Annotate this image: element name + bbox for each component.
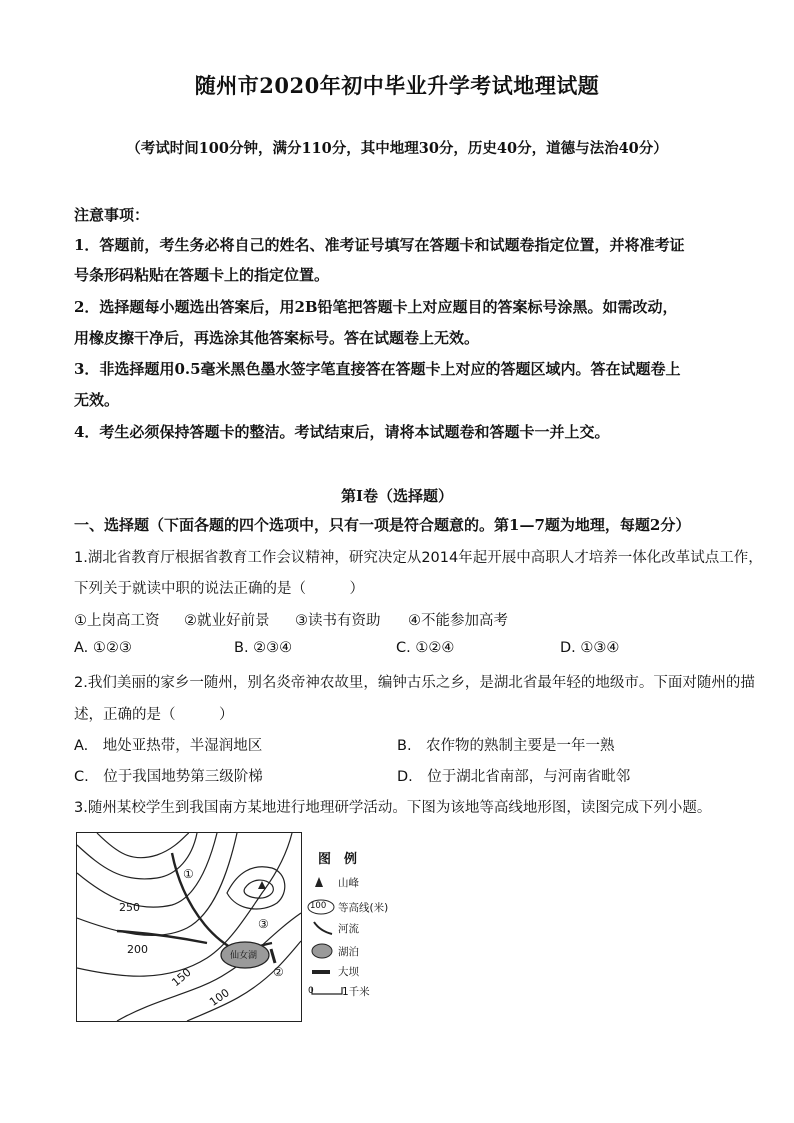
q1-statement-4: ④不能参加高考: [408, 613, 508, 629]
legend-dam-icon: [310, 968, 334, 976]
notice-item-2-line1: 2．选择题每小题选出答案后，用2B铅笔把答题卡上对应题目的答案标号涂黑。如需改动，: [74, 298, 678, 316]
q2-option-d: D. 位于湖北省南部，与河南省毗邻: [397, 769, 631, 785]
scale-label: 1千米: [342, 986, 370, 998]
q1-statement-3: ③读书有资助: [295, 613, 381, 629]
page-title: 随州市2020年初中毕业升学考试地理试题: [194, 73, 600, 98]
map-legend: [306, 848, 416, 1008]
legend-peak-label: 山峰: [338, 877, 359, 889]
contour-line: [77, 833, 197, 879]
dam: [271, 949, 275, 963]
exam-info: （考试时间100分钟，满分110分，其中地理30分，历史40分，道德与法治40分）: [126, 140, 668, 157]
q1-option-b: B. ②③④: [234, 640, 293, 656]
q1-option-c: C. ①②④: [396, 640, 455, 656]
q1-statement-1: ①上岗高工资: [74, 613, 160, 629]
q2-option-a: A. 地处亚热带，半湿润地区: [74, 738, 263, 754]
notice-item-1-line2: 号条形码粘贴在答题卡上的指定位置。: [74, 266, 330, 284]
q1-statement-2: ②就业好前景: [184, 613, 270, 629]
lake-label: 仙女湖: [230, 951, 258, 961]
scale-zero: 0: [308, 986, 314, 996]
q2-stem-line1: 2.我们美丽的家乡一随州，别名炎帝神农故里，编钟古乐之乡，是湖北省最年轻的地级市。下面对随州的描: [74, 675, 755, 691]
legend-river-label: 河流: [338, 923, 359, 935]
notice-item-2-line2: 用橡皮擦干净后，再选涂其他答案标号。答在试题卷上无效。: [74, 329, 480, 347]
contour-line: [97, 833, 189, 858]
notice-item-3-line2: 无效。: [74, 391, 120, 409]
notice-item-4-line1: 4．考生必须保持答题卡的整洁。考试结束后，请将本试题卷和答题卡一并上交。: [74, 423, 610, 441]
marker-1: ①: [183, 867, 194, 881]
q1-option-a: A. ①②③: [74, 640, 132, 656]
legend-contour-label: 等高线(米): [338, 902, 389, 914]
legend-title: 图 例: [318, 852, 358, 867]
legend-contour-sample: 100: [310, 901, 327, 911]
contour-line: [244, 880, 273, 898]
contour-label-200: 200: [127, 943, 148, 956]
legend-river-icon: [310, 920, 334, 936]
volume-heading: 第Ⅰ卷（选择题）: [340, 487, 454, 505]
river: [117, 931, 207, 943]
legend-lake-label: 湖泊: [338, 946, 359, 958]
q3-stem: 3.随州某校学生到我国南方某地进行地理研学活动。下图为该地等高线地形图，读图完成下列小题。: [74, 800, 712, 816]
q1-stem-line2: 下列关于就读中职的说法正确的是（ ）: [74, 581, 364, 597]
contour-label-250: 250: [119, 901, 140, 914]
contour-line: [77, 833, 217, 907]
q1-option-d: D. ①③④: [560, 640, 620, 656]
q2-option-c: C. 位于我国地势第三级阶梯: [74, 769, 263, 785]
q2-stem-line2: 述，正确的是（ ）: [74, 707, 234, 723]
legend-lake-icon: [310, 942, 334, 960]
section-heading: 一、选择题（下面各题的四个选项中，只有一项是符合题意的。第1—7题为地理，每题2分）: [74, 516, 691, 534]
scale-bar: [310, 986, 344, 996]
peak-icon: [258, 881, 266, 889]
contour-map: [76, 832, 302, 1022]
notice-item-3-line1: 3．非选择题用0.5毫米黑色墨水签字笔直接答在答题卡上对应的答题区域内。答在试题卷上: [74, 360, 681, 378]
contour-label-100: 100: [207, 986, 232, 1009]
marker-2: ②: [273, 965, 284, 979]
marker-3: ③: [258, 917, 269, 931]
legend-peak-icon: [312, 876, 326, 888]
notice-item-1-line1: 1．答题前，考生务必将自己的姓名、准考证号填写在答题卡和试题卷指定位置，并将准考证: [74, 236, 685, 254]
legend-dam-label: 大坝: [338, 966, 359, 978]
q2-option-b: B. 农作物的熟制主要是一年一熟: [397, 738, 615, 754]
contour-label-150: 150: [169, 965, 194, 990]
q1-stem-line1: 1.湖北省教育厅根据省教育工作会议精神，研究决定从2014年起开展中高职人才培养一体化改革试点工作，: [74, 550, 763, 566]
notice-heading: 注意事项：: [74, 206, 150, 224]
